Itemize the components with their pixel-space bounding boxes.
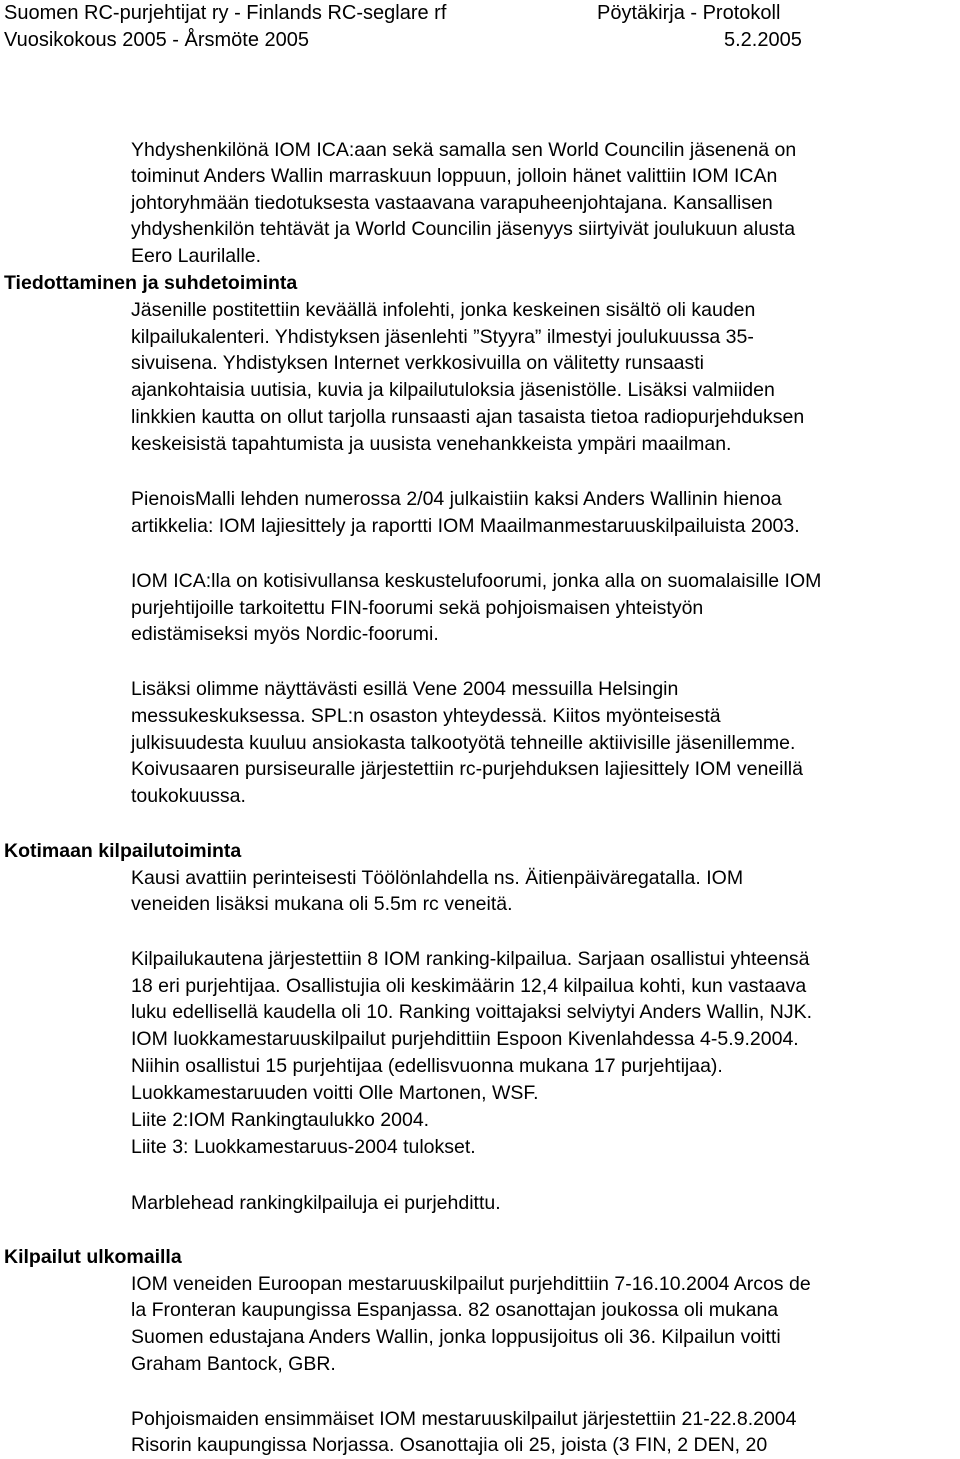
text-line: Suomen edustajana Anders Wallin, jonka loppusijoitus oli 36. Kilpailun voitti (131, 1326, 781, 1348)
text-line: IOM ICA:lla on kotisivullansa keskustelufoorumi, jonka alla on suomalaisille IOM (131, 570, 822, 592)
text-line: messukeskuksessa. SPL:n osaston yhteydessä. Kiitos myönteisestä (131, 705, 721, 727)
text-line: edistämiseksi myös Nordic-foorumi. (131, 623, 439, 645)
section-heading-kotimaan-kilpailutoiminta: Kotimaan kilpailutoiminta (4, 840, 242, 862)
header-date: 5.2.2005 (724, 29, 802, 51)
header-meeting: Vuosikokous 2005 - Årsmöte 2005 (4, 29, 309, 51)
text-line: Jäsenille postitettiin keväällä infolehti, jonka keskeinen sisältö oli kauden (131, 299, 756, 321)
text-line: 18 eri purjehtijaa. Osallistujia oli keskimäärin 12,4 kilpailua kohti, kun vastaava (131, 975, 807, 997)
text-line: Kilpailukautena järjestettiin 8 IOM ranking-kilpailua. Sarjaan osallistui yhteensä (131, 948, 810, 970)
text-line: Niihin osallistui 15 purjehtijaa (edellisvuonna mukana 17 purjehtijaa). (131, 1055, 723, 1077)
text-line: toiminut Anders Wallin marraskuun loppuun, jolloin hänet valittiin IOM ICAn (131, 165, 778, 187)
text-line: ajankohtaisia uutisia, kuvia ja kilpailutuloksia jäsenistölle. Lisäksi valmiiden (131, 379, 775, 401)
text-line: la Fronteran kaupungissa Espanjassa. 82 osanottajan joukossa oli mukana (131, 1299, 779, 1321)
text-line: purjehtijoille tarkoitettu FIN-foorumi sekä pohjoismaisen yhteistyön (131, 597, 704, 619)
text-line: Yhdyshenkilönä IOM ICA:aan sekä samalla sen World Councilin jäsenenä on (131, 139, 797, 161)
text-line: keskeisistä tapahtumista ja uusista venehankkeista ympäri maailman. (131, 433, 732, 455)
text-line: Risorin kaupungissa Norjassa. Osanottajia oli 25, joista (3 FIN, 2 DEN, 20 (131, 1434, 768, 1456)
header-organization: Suomen RC-purjehtijat ry - Finlands RC-seglare rf (4, 2, 447, 24)
text-line: yhdyshenkilön tehtävät ja World Councilin jäsenyys siirtyivät joulukuun alusta (131, 218, 796, 240)
text-line: Koivusaaren pursiseuralle järjestettiin rc-purjehduksen lajiesittely IOM veneillä (131, 758, 803, 780)
text-line: linkkien kautta on ollut tarjolla runsaasti ajan tasaista tietoa radiopurjehduksen (131, 406, 805, 428)
text-line: Eero Laurilalle. (131, 245, 262, 267)
text-line: julkisuudesta kuuluu ansiokasta talkootyötä tehneille aktiivisille jäsenillemme. (131, 732, 796, 754)
text-line: johtoryhmään tiedotuksesta vastaavana varapuheenjohtajana. Kansallisen (131, 192, 773, 214)
text-line: Lisäksi olimme näyttävästi esillä Vene 2004 messuilla Helsingin (131, 678, 679, 700)
text-line: IOM veneiden Euroopan mestaruuskilpailut purjehdittiin 7-16.10.2004 Arcos de (131, 1273, 811, 1295)
text-line: toukokuussa. (131, 785, 246, 807)
text-line: luku edellisellä kaudella oli 10. Ranking voittajaksi selviytyi Anders Wallin, NJK. (131, 1001, 813, 1023)
text-line: Pohjoismaiden ensimmäiset IOM mestaruuskilpailut järjestettiin 21-22.8.2004 (131, 1408, 797, 1430)
text-line: Kausi avattiin perinteisesti Töölönlahdella ns. Äitienpäiväregatalla. IOM (131, 867, 744, 889)
text-line: Marblehead rankingkilpailuja ei purjehdittu. (131, 1192, 501, 1214)
text-line: PienoisMalli lehden numerossa 2/04 julkaistiin kaksi Anders Wallinin hienoa (131, 488, 782, 510)
text-line: Liite 3: Luokkamestaruus-2004 tulokset. (131, 1136, 476, 1158)
text-line: Graham Bantock, GBR. (131, 1353, 336, 1375)
text-line: kilpailukalenteri. Yhdistyksen jäsenlehti ”Styyra” ilmestyi joulukuussa 35- (131, 326, 754, 348)
text-line: veneiden lisäksi mukana oli 5.5m rc veneitä. (131, 893, 513, 915)
text-line: artikkelia: IOM lajiesittely ja raportti IOM Maailmanmestaruuskilpailuista 2003. (131, 515, 800, 537)
text-line: Luokkamestaruuden voitti Olle Martonen, WSF. (131, 1082, 539, 1104)
section-heading-kilpailut-ulkomailla: Kilpailut ulkomailla (4, 1246, 182, 1268)
text-line: Liite 2:IOM Rankingtaulukko 2004. (131, 1109, 430, 1131)
header-document-type: Pöytäkirja - Protokoll (597, 2, 781, 24)
text-line: sivuisena. Yhdistyksen Internet verkkosivuilla on välitetty runsaasti (131, 352, 705, 374)
section-heading-tiedottaminen: Tiedottaminen ja suhdetoiminta (4, 272, 298, 294)
text-line: IOM luokkamestaruuskilpailut purjehdittiin Espoon Kivenlahdessa 4-5.9.2004. (131, 1028, 799, 1050)
